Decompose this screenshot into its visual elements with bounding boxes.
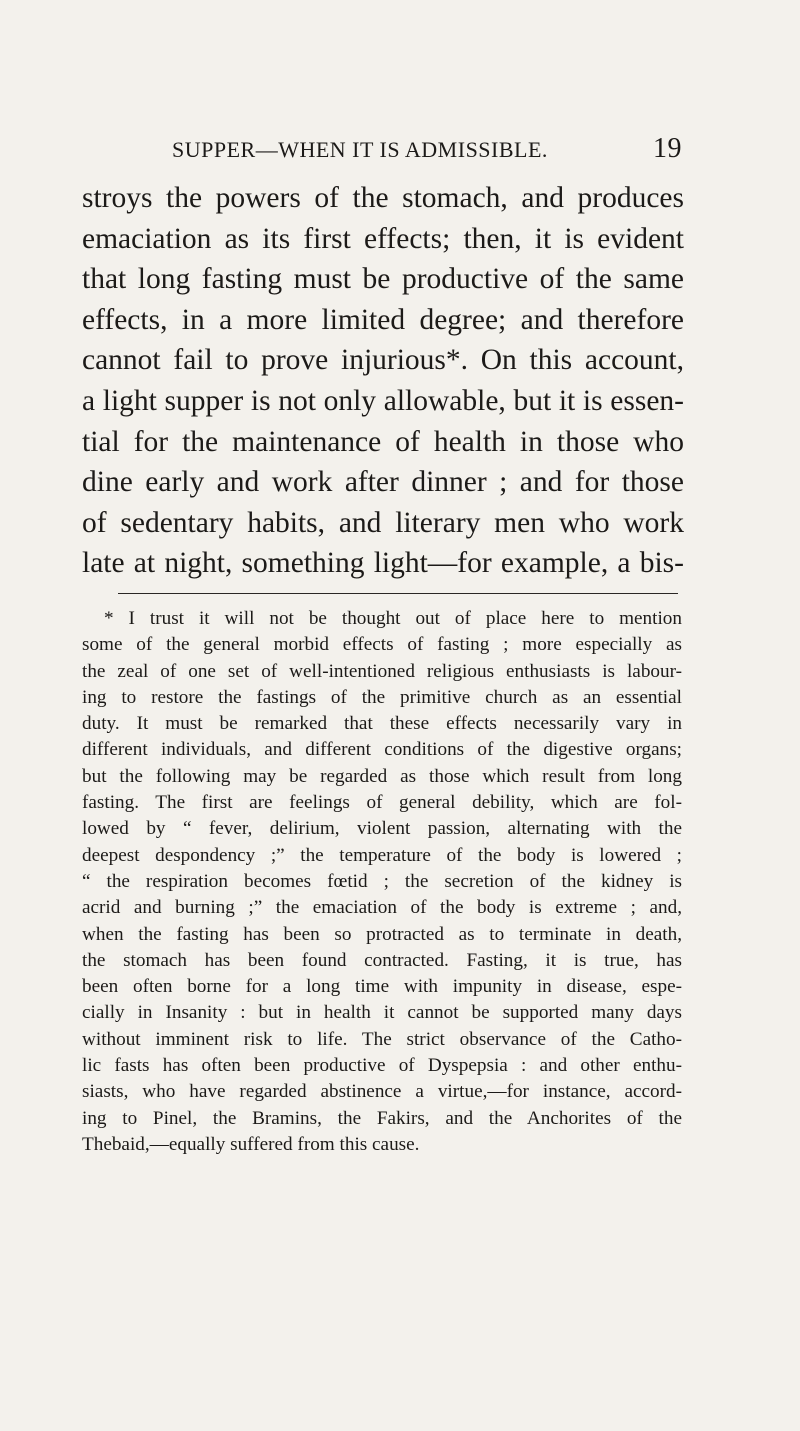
footnote-line: different individuals, and different conditions of the digestive organs; xyxy=(82,739,682,761)
footnote-line: cially in Insanity : but in health it cannot be supported many days xyxy=(82,1002,682,1024)
body-line: cannot fail to prove injurious*. On this account, xyxy=(82,344,684,377)
body-line: effects, in a more limited degree; and therefore xyxy=(82,303,684,336)
body-line: emaciation as its first effects; then, it is evident xyxy=(82,222,684,255)
body-line: of sedentary habits, and literary men who work xyxy=(82,506,684,539)
body-line: that long fasting must be productive of the same xyxy=(82,263,684,296)
footnote-line: when the fasting has been so protracted as to terminate in death, xyxy=(82,923,682,945)
footnote-line: the zeal of one set of well-intentioned religious enthusiasts is labour- xyxy=(82,660,682,682)
footnote-line: * I trust it will not be thought out of place here to mention xyxy=(104,608,682,629)
footnote-line: lic fasts has often been productive of Dyspepsia : and other enthu- xyxy=(82,1055,682,1077)
body-paragraph xyxy=(82,178,684,584)
body-line: dine early and work after dinner ; and for those xyxy=(82,466,684,499)
footnote-line: fasting. The first are feelings of general debility, which are fol- xyxy=(82,792,682,814)
footnote-line: duty. It must be remarked that these effects necessarily vary in xyxy=(82,713,682,735)
footnote-separator-rule xyxy=(118,593,678,594)
body-line: stroys the powers of the stomach, and produces xyxy=(82,182,684,214)
body-line: a light supper is not only allowable, but it is essen- xyxy=(82,384,684,417)
footnote-line: siasts, who have regarded abstinence a virtue,—for instance, accord- xyxy=(82,1081,682,1103)
footnote-line: but the following may be regarded as those which result from long xyxy=(82,765,682,787)
footnote-line: the stomach has been found contracted. Fasting, it is true, has xyxy=(82,949,682,971)
footnote-line: ing to restore the fastings of the primitive church as an essential xyxy=(82,686,682,708)
footnote-line: Thebaid,—equally suffered from this cause. xyxy=(82,1133,420,1155)
footnote xyxy=(82,606,682,1158)
footnote-line: “ the respiration becomes fœtid ; the secretion of the kidney is xyxy=(82,870,682,892)
footnote-line: without imminent risk to life. The strict observance of the Catho- xyxy=(82,1028,682,1050)
footnote-line: deepest despondency ;” the temperature of the body is lowered ; xyxy=(82,844,682,866)
body-line: tial for the maintenance of health in those who xyxy=(82,425,684,458)
body-line: late at night, something light—for example, a bis- xyxy=(82,547,684,580)
footnote-line: lowed by “ fever, delirium, violent passion, alternating with the xyxy=(82,818,682,840)
page-number: 19 xyxy=(653,133,682,164)
running-head-title: SUPPER—WHEN IT IS ADMISSIBLE. xyxy=(172,137,548,162)
footnote-line: ing to Pinel, the Bramins, the Fakirs, and the Anchorites of the xyxy=(82,1107,682,1129)
footnote-line: been often borne for a long time with impunity in disease, espe- xyxy=(82,976,682,998)
footnote-line: some of the general morbid effects of fasting ; more especially as xyxy=(82,634,682,656)
footnote-line: acrid and burning ;” the emaciation of the body is extreme ; and, xyxy=(82,897,682,919)
